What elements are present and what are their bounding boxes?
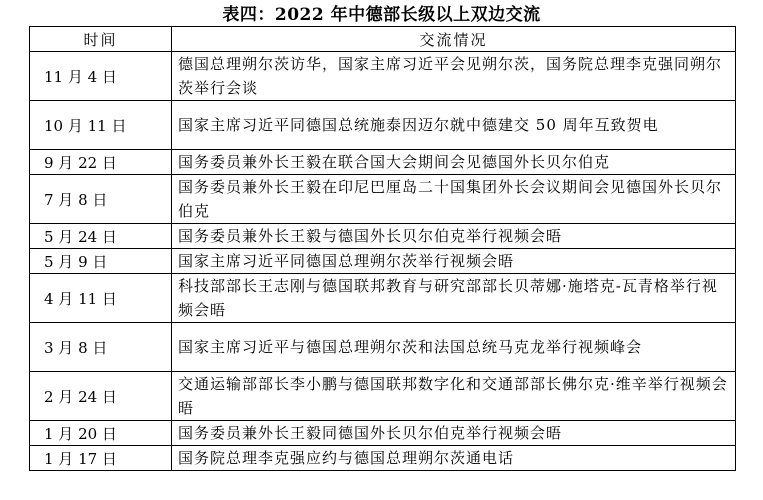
row-description: 国务委员兼外长王毅在印尼巴厘岛二十国集团外长会议期间会见德国外长贝尔伯克: [172, 175, 736, 224]
table-row: [30, 323, 736, 372]
table-row: [30, 372, 736, 421]
table-row: [30, 446, 736, 471]
row-date: 3 月 8 日: [30, 323, 172, 372]
row-description: 国家主席习近平同德国总统施泰因迈尔就中德建交 50 周年互致贺电: [172, 101, 736, 150]
table-header-row: [30, 27, 736, 52]
row-description: 交通运输部部长李小鹏与德国联邦数字化和交通部部长佛尔克·维辛举行视频会晤: [172, 372, 736, 421]
table-row: [30, 249, 736, 274]
row-description: 科技部部长王志刚与德国联邦教育与研究部部长贝蒂娜·施塔克-瓦青格举行视频会晤: [172, 274, 736, 323]
row-description: 国务委员兼外长王毅与德国外长贝尔伯克举行视频会晤: [172, 224, 736, 249]
row-description: 国务委员兼外长王毅在联合国大会期间会见德国外长贝尔伯克: [172, 150, 736, 175]
row-date: 5 月 9 日: [30, 249, 172, 274]
row-description: 国务委员兼外长王毅同德国外长贝尔伯克举行视频会晤: [172, 421, 736, 446]
table-row: [30, 175, 736, 224]
row-date: 10 月 11 日: [30, 101, 172, 150]
row-description: 德国总理朔尔茨访华，国家主席习近平会见朔尔茨，国务院总理李克强同朔尔茨举行会谈: [172, 52, 736, 101]
row-date: 7 月 8 日: [30, 175, 172, 224]
table-row: [30, 421, 736, 446]
table-row: [30, 150, 736, 175]
table-row: [30, 224, 736, 249]
row-date: 1 月 17 日: [30, 446, 172, 471]
table-row: [30, 52, 736, 101]
row-description: 国务院总理李克强应约与德国总理朔尔茨通电话: [172, 446, 736, 471]
table-title: 表四：2022 年中德部长级以上双边交流: [222, 5, 541, 25]
row-description: 国家主席习近平同德国总理朔尔茨举行视频会晤: [172, 249, 736, 274]
exchange-table: [29, 26, 736, 471]
row-date: 1 月 20 日: [30, 421, 172, 446]
row-date: 2 月 24 日: [30, 372, 172, 421]
row-date: 9 月 22 日: [30, 150, 172, 175]
table-row: [30, 101, 736, 150]
header-description: 交流情况: [172, 27, 736, 52]
row-date: 4 月 11 日: [30, 274, 172, 323]
row-description: 国家主席习近平与德国总理朔尔茨和法国总统马克龙举行视频峰会: [172, 323, 736, 372]
row-date: 11 月 4 日: [30, 52, 172, 101]
header-date: 时间: [30, 27, 172, 52]
table-row: [30, 274, 736, 323]
row-date: 5 月 24 日: [30, 224, 172, 249]
